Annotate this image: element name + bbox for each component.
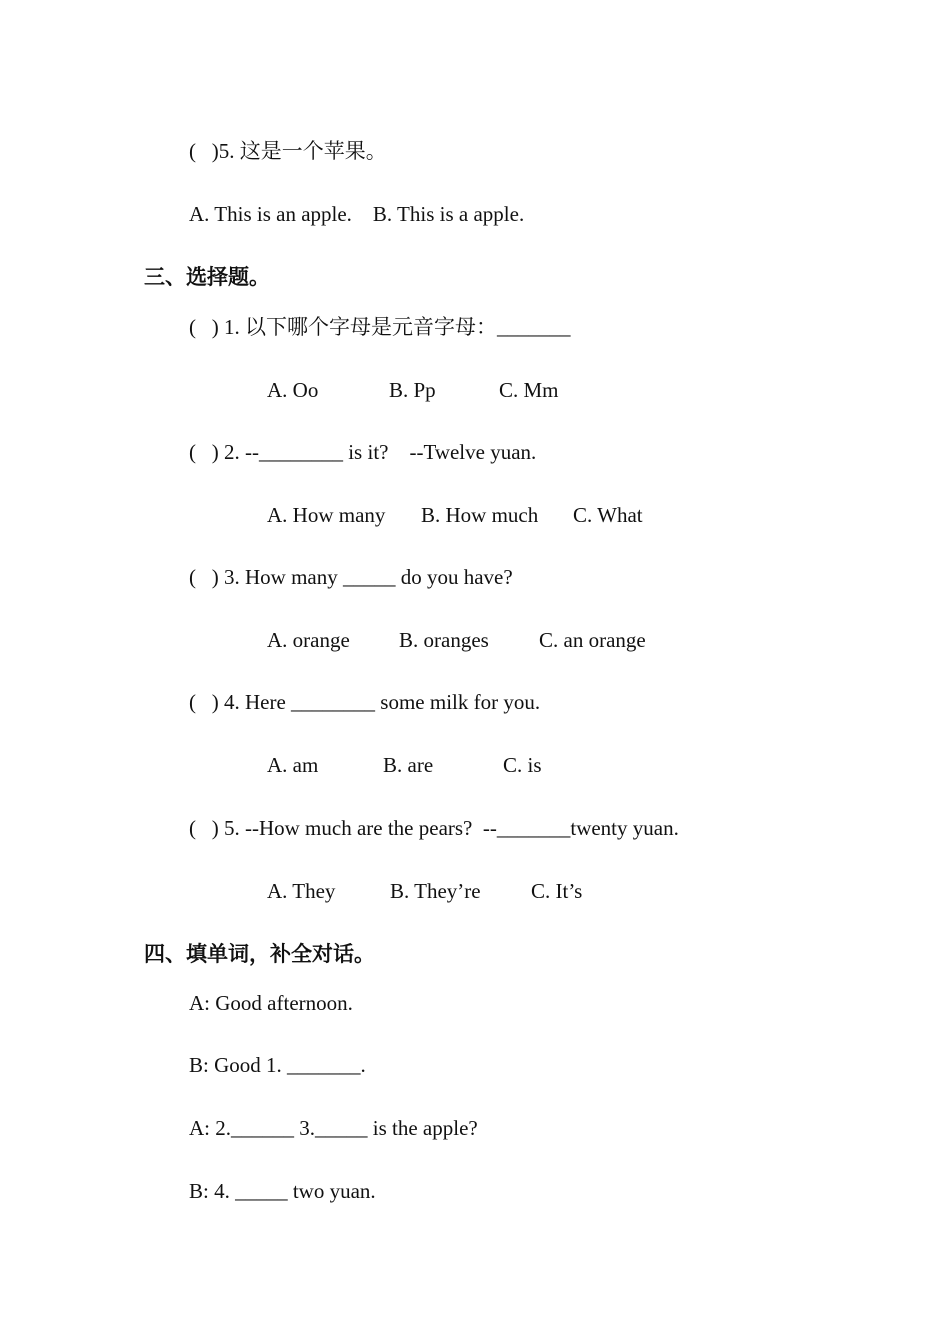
mc-question-2-option-a: A. How many: [267, 503, 386, 527]
question-5-options: A. This is an apple. B. This is a apple.: [189, 202, 525, 226]
mc-question-2-option-b: B. How much: [421, 503, 539, 527]
mc-question-3-option-b: B. oranges: [399, 628, 489, 652]
dialogue-line-2: B: Good 1. _______.: [189, 1053, 366, 1077]
mc-question-4-option-a: A. am: [267, 753, 319, 777]
mc-question-5: ( ) 5. --How much are the pears? --_______twenty yuan.: [189, 816, 679, 840]
mc-question-1-option-c: C. Mm: [499, 378, 559, 402]
mc-question-1-option-b: B. Pp: [389, 378, 436, 402]
mc-question-3: ( ) 3. How many _____ do you have?: [189, 565, 513, 589]
mc-question-5-option-b: B. They’re: [390, 879, 481, 903]
dialogue-line-3: A: 2.______ 3._____ is the apple?: [189, 1116, 478, 1140]
dialogue-line-1: A: Good afternoon.: [189, 991, 353, 1015]
mc-question-5-option-c: C. It’s: [531, 879, 583, 903]
mc-question-4-option-b: B. are: [383, 753, 434, 777]
mc-question-3-option-a: A. orange: [267, 628, 350, 652]
mc-question-3-option-c: C. an orange: [539, 628, 646, 652]
mc-question-1: ( ) 1. 以下哪个字母是元音字母：_______: [189, 315, 571, 339]
mc-question-1-option-a: A. Oo: [267, 378, 319, 402]
mc-question-5-option-a: A. They: [267, 879, 336, 903]
mc-question-2-option-c: C. What: [573, 503, 643, 527]
mc-question-4-option-c: C. is: [503, 753, 542, 777]
mc-question-2: ( ) 2. --________ is it? --Twelve yuan.: [189, 440, 537, 464]
section-3-heading: 三、选择题。: [144, 265, 270, 289]
mc-question-4: ( ) 4. Here ________ some milk for you.: [189, 690, 541, 714]
question-5-translation: ( )5. 这是一个苹果。: [189, 139, 387, 163]
section-4-heading: 四、填单词，补全对话。: [144, 942, 375, 966]
dialogue-line-4: B: 4. _____ two yuan.: [189, 1179, 376, 1203]
